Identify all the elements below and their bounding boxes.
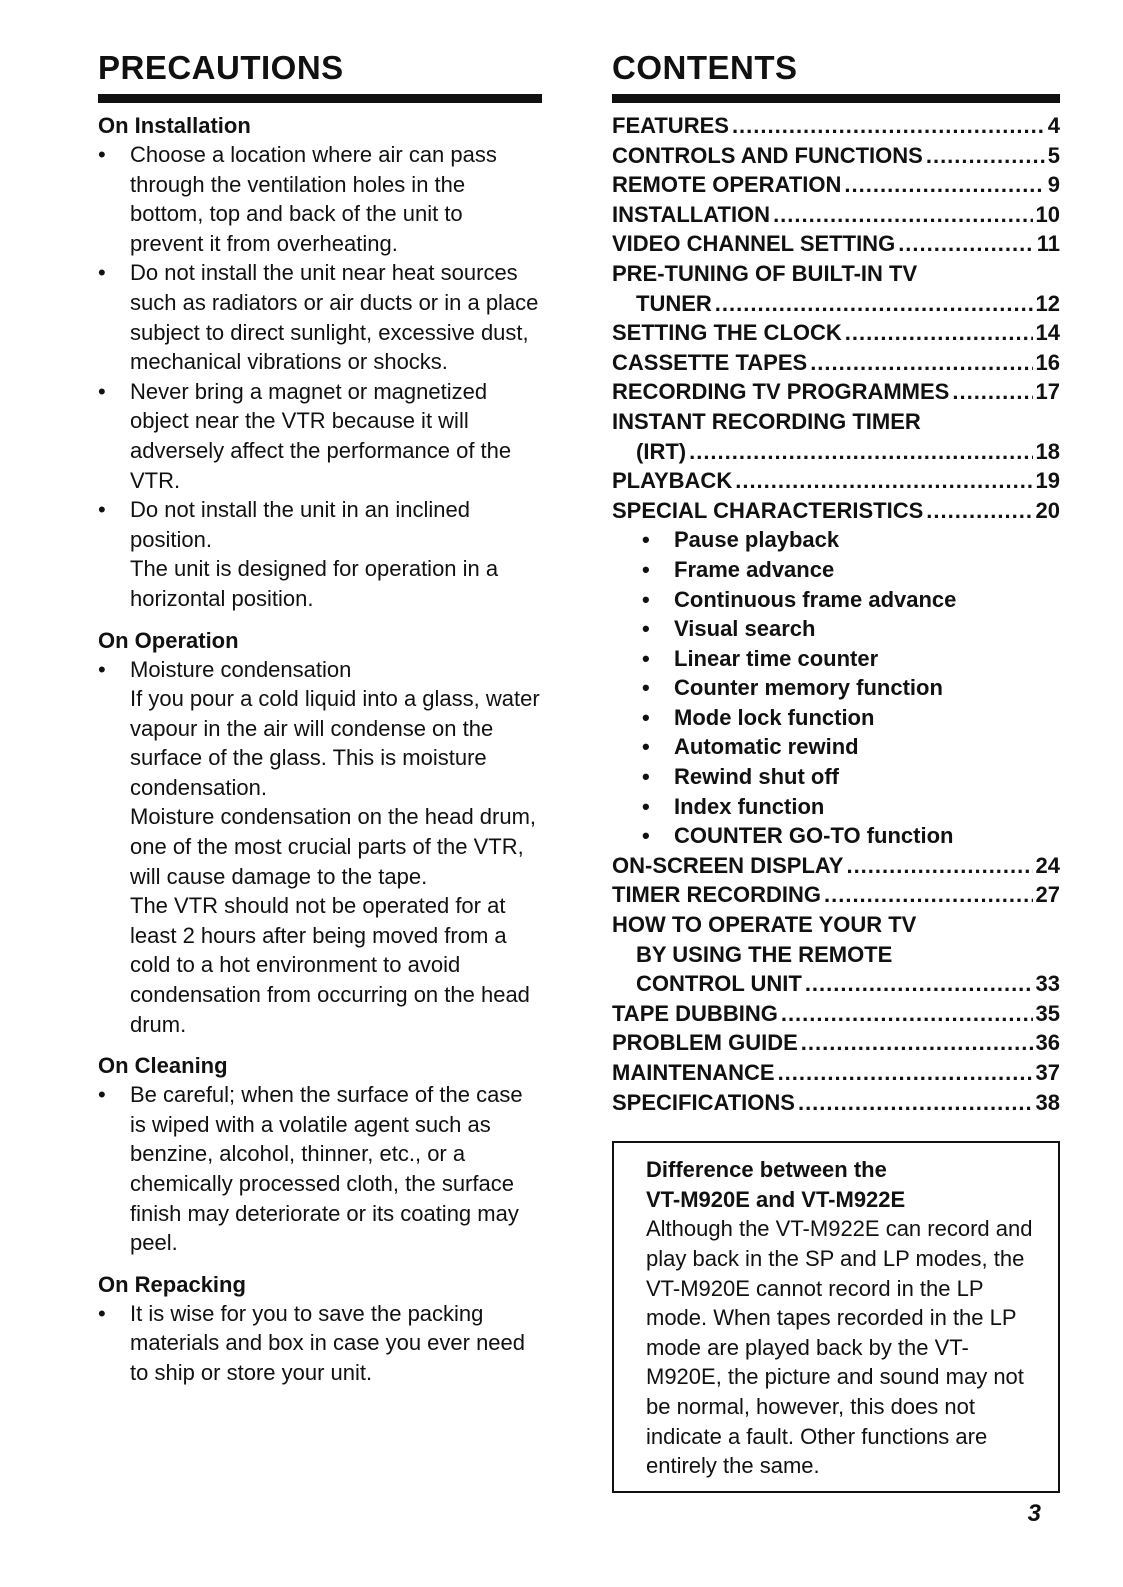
toc-sub-item: • Automatic rewind: [612, 732, 1060, 762]
bullet-paragraph: • It is wise for you to save the packing materials and box in case you ever need to ship or store your unit.: [130, 1300, 526, 1385]
toc-page-number: 20: [1035, 497, 1060, 523]
toc-entry: [612, 466, 1060, 496]
toc-page-number: 27: [1035, 882, 1060, 908]
page-number: 3: [1027, 1500, 1041, 1527]
toc-entry: [612, 229, 1060, 259]
toc-label: BY USING THE REMOTE: [636, 941, 893, 967]
contents-column: [612, 48, 1060, 1493]
bullet-list: [98, 655, 542, 1040]
precautions-column: [98, 48, 542, 1400]
contents-title: CONTENTS: [612, 49, 798, 86]
toc-label: FEATURES: [612, 113, 729, 138]
toc-entry: [612, 437, 1060, 467]
toc-label: TIMER RECORDING: [612, 882, 821, 908]
toc-label: PLAYBACK: [612, 468, 733, 494]
leader-dots: [845, 318, 1033, 348]
precautions-title: PRECAUTIONS: [98, 49, 344, 86]
toc-page-number: 24: [1035, 852, 1060, 878]
bullet-paragraph: • Never bring a magnet or magnetized object near the VTR because it will adversely affect the performance of the VTR.: [130, 378, 512, 493]
toc-label: ON-SCREEN DISPLAY: [612, 852, 844, 878]
precaution-section: [98, 1051, 542, 1258]
toc-label: VIDEO CHANNEL SETTING: [612, 231, 896, 257]
bullet-paragraph: • Moisture condensation: [130, 656, 352, 682]
toc-page-number: 33: [1035, 971, 1060, 997]
toc-label: PRE-TUNING OF BUILT-IN TV: [612, 260, 918, 286]
leader-dots: [810, 348, 1032, 378]
bullet-paragraph: If you pour a cold liquid into a glass, water vapour in the air will condense on the surface of the glass. This is moisture condensation.: [130, 686, 540, 800]
note-heading-line1: Difference between the: [646, 1157, 887, 1183]
toc-page-number: 5: [1047, 142, 1060, 168]
toc-label: REMOTE OPERATION: [612, 172, 842, 198]
toc-entry: [612, 1058, 1060, 1088]
section-heading: On Installation: [98, 113, 251, 138]
toc-entry: [612, 1028, 1060, 1058]
leader-dots: [824, 880, 1033, 910]
toc-entry: [612, 910, 1060, 940]
leader-dots: [773, 200, 1032, 230]
toc-page-number: 10: [1035, 201, 1060, 227]
bullet-paragraph: The unit is designed for operation in a horizontal position.: [130, 556, 499, 611]
bullet-item: [98, 1299, 542, 1388]
toc-label: SPECIAL CHARACTERISTICS: [612, 497, 924, 523]
toc-entry: [612, 851, 1060, 881]
bullet-paragraph: • Do not install the unit near heat sources such as radiators or air ducts or in a place subject to direct sunlight, excessive dust, mechanical vibrations or shocks.: [130, 260, 539, 375]
table-of-contents: [612, 111, 1060, 1117]
toc-label: SPECIFICATIONS: [612, 1089, 795, 1115]
bullet-item: [98, 377, 542, 495]
toc-sub-item: • Mode lock function: [612, 703, 1060, 733]
bullet-paragraph: The VTR should not be operated for at least 2 hours after being moved from a cold to a hot environment to avoid condensation from occurring on the head drum.: [130, 893, 530, 1037]
toc-label: INSTALLATION: [612, 201, 771, 227]
note-heading-line2: VT-M920E and VT-M922E: [646, 1186, 906, 1212]
bullet-list: [98, 1299, 542, 1388]
toc-entry: [612, 407, 1060, 437]
toc-page-number: 18: [1035, 438, 1060, 464]
toc-page-number: 14: [1035, 320, 1060, 346]
toc-sub-item: • Index function: [612, 792, 1060, 822]
toc-sub-item: • Rewind shut off: [612, 762, 1060, 792]
toc-entry: [612, 318, 1060, 348]
toc-entry: [612, 496, 1060, 526]
toc-entry: [612, 999, 1060, 1029]
toc-entry: [612, 200, 1060, 230]
toc-page-number: 17: [1035, 379, 1060, 405]
toc-sub-item: • Visual search: [612, 614, 1060, 644]
leader-dots: [778, 1058, 1033, 1088]
leader-dots: [898, 229, 1034, 259]
toc-page-number: 19: [1035, 468, 1060, 494]
toc-label: INSTANT RECORDING TIMER: [612, 408, 921, 434]
leader-dots: [798, 1088, 1033, 1118]
toc-sub-item: • Linear time counter: [612, 644, 1060, 674]
leader-dots: [715, 289, 1033, 319]
precautions-sections: [98, 111, 542, 1388]
bullet-item: [98, 655, 542, 1040]
toc-page-number: 36: [1035, 1030, 1060, 1056]
precaution-section: [98, 626, 542, 1040]
toc-label: CONTROL UNIT: [636, 971, 802, 997]
toc-label: TAPE DUBBING: [612, 1000, 778, 1026]
toc-entry: [612, 170, 1060, 200]
leader-dots: [732, 111, 1045, 141]
toc-entry: [612, 940, 1060, 970]
toc-sub-item: • Frame advance: [612, 555, 1060, 585]
toc-sub-item: • Continuous frame advance: [612, 585, 1060, 615]
toc-sub-item: • COUNTER GO-TO function: [612, 821, 1060, 851]
toc-label: HOW TO OPERATE YOUR TV: [612, 912, 917, 938]
leader-dots: [735, 466, 1032, 496]
leader-dots: [805, 969, 1033, 999]
toc-page-number: 9: [1047, 172, 1060, 198]
note-body: Although the VT-M922E can record and play back in the SP and LP modes, the VT-M920E cannot record in the LP mode. When tapes recorded in the LP mode are played back by the VT-M920E, the picture and sound may not be normal, however, this does not indicate a fault. Other functions are entirely the same.: [646, 1216, 1033, 1479]
toc-label: CASSETTE TAPES: [612, 349, 808, 375]
toc-page-number: 16: [1035, 349, 1060, 375]
precaution-section: [98, 111, 542, 614]
toc-label: SETTING THE CLOCK: [612, 320, 842, 346]
bullet-paragraph: • Choose a location where air can pass through the ventilation holes in the bottom, top and back of the unit to prevent it from overheating.: [130, 142, 497, 256]
toc-entry: [612, 141, 1060, 171]
bullet-item: [98, 140, 542, 258]
toc-entry: [612, 111, 1060, 141]
precaution-section: [98, 1270, 542, 1388]
toc-label: MAINTENANCE: [612, 1060, 775, 1085]
bullet-paragraph: • Be careful; when the surface of the case is wiped with a volatile agent such as benzine, alcohol, thinner, etc., or a chemically processed cloth, the surface finish may deteriorate or its coating may peel.: [130, 1082, 523, 1256]
toc-page-number: 12: [1035, 290, 1060, 316]
title-rule: [98, 94, 542, 103]
toc-page-number: 37: [1035, 1060, 1060, 1085]
toc-entry: [612, 377, 1060, 407]
leader-dots: [844, 170, 1044, 200]
toc-entry: [612, 969, 1060, 999]
toc-page-number: 38: [1035, 1089, 1060, 1115]
bullet-item: [98, 258, 542, 376]
leader-dots: [781, 999, 1033, 1029]
title-rule: [612, 94, 1060, 103]
toc-label: PROBLEM GUIDE: [612, 1030, 798, 1056]
toc-sub-item: • Counter memory function: [612, 673, 1060, 703]
bullet-list: [98, 1080, 542, 1258]
leader-dots: [952, 377, 1032, 407]
leader-dots: [846, 851, 1032, 881]
bullet-paragraph: Moisture condensation on the head drum, one of the most crucial parts of the VTR, will cause damage to the tape.: [130, 804, 537, 889]
toc-entry: [612, 348, 1060, 378]
bullet-list: [98, 140, 542, 614]
bullet-item: [98, 1080, 542, 1258]
toc-entry: [612, 259, 1060, 289]
bullet-item: [98, 495, 542, 613]
toc-label: TUNER: [636, 290, 712, 316]
section-heading: On Cleaning: [98, 1053, 228, 1079]
toc-label: (IRT): [636, 438, 687, 464]
leader-dots: [926, 141, 1045, 171]
toc-label: RECORDING TV PROGRAMMES: [612, 379, 950, 405]
toc-page-number: 35: [1035, 1000, 1060, 1026]
toc-entry: [612, 880, 1060, 910]
leader-dots: [926, 496, 1032, 526]
toc-page-number: 4: [1047, 113, 1060, 138]
model-difference-note: [612, 1141, 1060, 1493]
section-heading: On Operation: [98, 627, 239, 653]
toc-entry: [612, 1088, 1060, 1118]
toc-page-number: 11: [1036, 231, 1060, 257]
toc-sub-item: • Pause playback: [612, 525, 1060, 555]
toc-entry: [612, 289, 1060, 319]
section-heading: On Repacking: [98, 1271, 246, 1297]
toc-label: CONTROLS AND FUNCTIONS: [612, 142, 923, 168]
leader-dots: [689, 437, 1032, 467]
leader-dots: [801, 1028, 1033, 1058]
bullet-paragraph: • Do not install the unit in an inclined position.: [130, 497, 470, 552]
